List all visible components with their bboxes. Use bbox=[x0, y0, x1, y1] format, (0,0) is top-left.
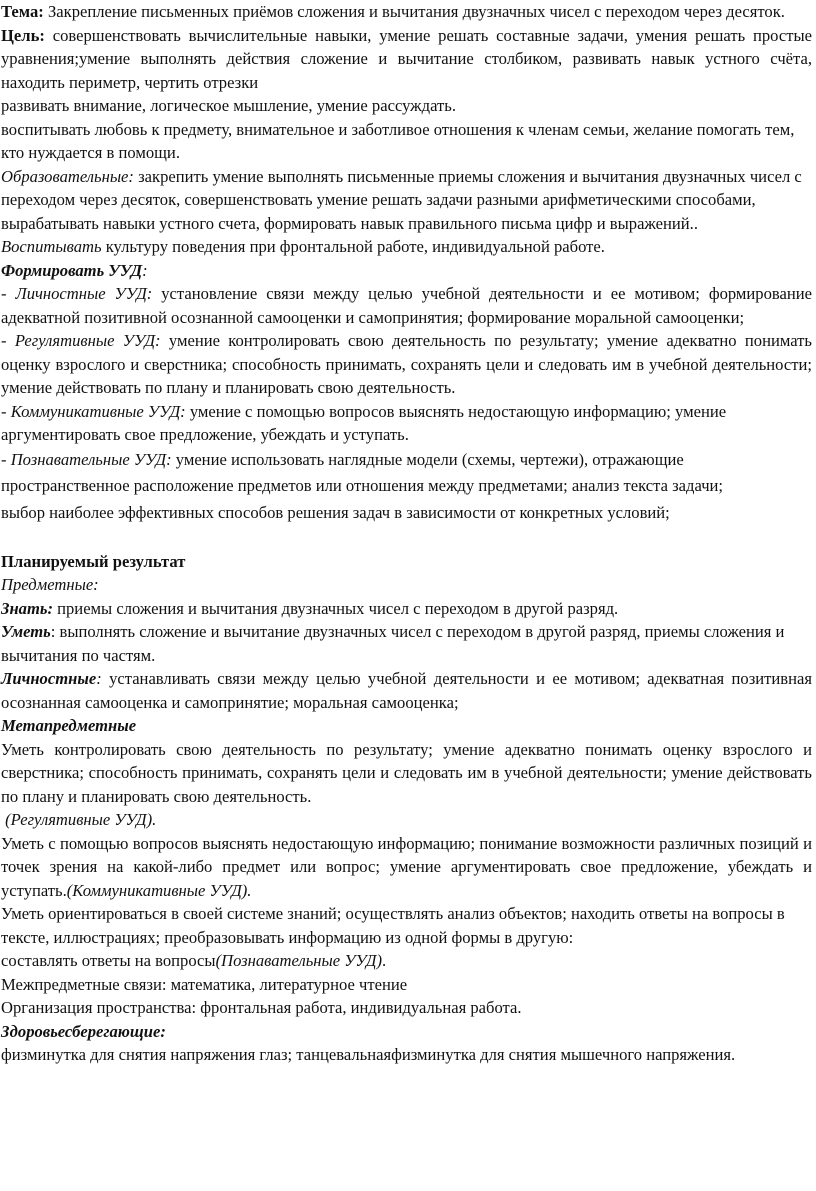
educational-label: Образовательные: bbox=[1, 166, 134, 186]
results-meta-cognitive: Уметь ориентироваться в своей системе знаний; осуществлять анализ объектов; находить ответы на вопросы в тексте, иллюстрациях; преобразовывать информацию из одной формы в другую: bbox=[1, 904, 785, 947]
results-meta-communicative bbox=[1, 832, 812, 903]
results-meta-communicative-tag: (Коммуникативные УУД). bbox=[66, 880, 252, 900]
goal-label: Цель: bbox=[1, 25, 45, 45]
uud-heading-colon: : bbox=[142, 260, 148, 280]
results-interdisciplinary: Межпредметные связи: математика, литературное чтение bbox=[1, 974, 408, 994]
results-meta-regulatory: Уметь контролировать свою деятельность по результату; умение адекватно понимать оценку взрослого и сверстника; способность принимать, сохранять цели и следовать им в учебной деятельности; умение действовать по плану и планировать свою деятельность. bbox=[1, 739, 812, 806]
results-meta-cognitive-end: . bbox=[382, 951, 387, 970]
results-personal bbox=[1, 667, 812, 714]
uud-personal-label: Личностные УУД: bbox=[15, 284, 153, 303]
uud-regulatory-text: умение контролировать свою деятельность по результату; умение адекватно понимать оценку взрослого и сверстника; способность принимать, сохранять цели и следовать им в учебной деятельности; умение действовать по плану и планировать свою деятельность. bbox=[1, 331, 812, 397]
uud-cognitive-text-1: умение использовать наглядные модели (схемы, чертежи), отражающие bbox=[171, 449, 684, 469]
topic-label: Тема: bbox=[1, 2, 44, 21]
goal-line-2: развивать внимание, логическое мышление, умение рассуждать. bbox=[1, 96, 456, 115]
results-meta-cognitive-text-2: составлять ответы на вопросы bbox=[1, 951, 216, 970]
uud-cognitive-line-3: выбор наиболее эффективных способов решения задач в зависимости от конкретных условий; bbox=[1, 502, 670, 522]
results-can-text: : выполнять сложение и вычитание двузначных чисел с переходом в другой разряд, приемы сложения и вычитания по частям. bbox=[1, 622, 785, 665]
uud-regulatory-dash: - bbox=[1, 331, 15, 350]
uud-communicative bbox=[1, 400, 812, 447]
uud-heading bbox=[1, 259, 812, 283]
uud-cognitive-line-2: пространственное расположение предметов или отношения между предметами; анализ текста задачи; bbox=[1, 475, 724, 495]
results-personal-text: устанавливать связи между целью учебной деятельности и ее мотивом; адекватная позитивная осознанная самооценка и самопринятие; моральная самооценка; bbox=[1, 669, 812, 712]
uud-communicative-text: умение с помощью вопросов выяснять недостающую информацию; умение аргументировать свое предложение, убеждать и уступать. bbox=[1, 401, 727, 444]
goal-line-3: воспитывать любовь к предмету, внимательное и заботливое отношения к членам семьи, желание помогать тем, кто нуждается в помощи. bbox=[1, 119, 795, 162]
results-can-label: Уметь bbox=[1, 622, 51, 641]
uud-cognitive bbox=[1, 447, 812, 472]
results-health-text: физминутка для снятия напряжения глаз; танцевальнаяфизминутка для снятия мышечного напряжения. bbox=[1, 1045, 736, 1064]
results-can bbox=[1, 620, 812, 667]
results-meta-cognitive-line-2 bbox=[1, 949, 812, 973]
upbringing-paragraph bbox=[1, 235, 812, 259]
uud-personal bbox=[1, 282, 812, 329]
uud-regulatory bbox=[1, 329, 812, 400]
results-know-label: Знать: bbox=[1, 598, 53, 618]
results-health-label: Здоровьесберегающие: bbox=[1, 1021, 166, 1041]
educational-paragraph bbox=[1, 165, 812, 236]
uud-cognitive-label: Познавательные УУД: bbox=[10, 449, 172, 469]
results-subject-label: Предметные: bbox=[1, 575, 99, 594]
uud-personal-text: установление связи между целью учебной деятельности и ее мотивом; формирование адекватной позитивной осознанной самооценки и самопринятия; формирование моральной самооценки; bbox=[1, 284, 812, 327]
upbringing-label: Воспитывать bbox=[1, 237, 102, 256]
uud-communicative-label: Коммуникативные УУД: bbox=[10, 401, 186, 421]
results-meta-label: Метапредметные bbox=[1, 716, 137, 735]
uud-cognitive-dash: - bbox=[1, 449, 11, 469]
results-heading: Планируемый результат bbox=[1, 551, 186, 571]
uud-personal-dash: - bbox=[1, 284, 16, 303]
goal-paragraph bbox=[1, 24, 812, 95]
section-gap bbox=[1, 526, 812, 550]
results-know-text: приемы сложения и вычитания двузначных чисел с переходом в другой разряд. bbox=[52, 598, 619, 618]
upbringing-text: культуру поведения при фронтальной работе, индивидуальной работе. bbox=[101, 237, 605, 256]
results-meta-cognitive-tag: (Познавательные УУД) bbox=[215, 951, 382, 970]
results-personal-label: Личностные bbox=[1, 669, 97, 688]
results-personal-colon: : bbox=[96, 669, 102, 688]
results-meta-communicative-text: Уметь с помощью вопросов выяснять недостающую информацию; понимание возможности различных позиций и точек зрения на какой-либо предмет или вопрос; умение аргументировать свое предложение, убеждать и уступать. bbox=[1, 833, 812, 900]
results-organization: Организация пространства: фронтальная работа, индивидуальная работа. bbox=[1, 998, 522, 1017]
uud-heading-text: Формировать УУД bbox=[1, 260, 143, 280]
results-meta-regulatory-tag: (Регулятивные УУД). bbox=[1, 810, 157, 829]
topic-paragraph bbox=[1, 0, 812, 24]
uud-communicative-dash: - bbox=[1, 401, 11, 421]
topic-text: Закрепление письменных приёмов сложения и вычитания двузначных чисел с переходом через десяток. bbox=[43, 2, 785, 21]
uud-regulatory-label: Регулятивные УУД: bbox=[14, 331, 161, 350]
results-know bbox=[1, 597, 812, 621]
goal-text: совершенствовать вычислительные навыки, умение решать составные задачи, умения решать простые уравнения;умение выполнять действия сложение и вычитание столбиком, развивать навык устного счёта, находить периметр, чертить отрезки bbox=[1, 25, 812, 92]
educational-text: закрепить умение выполнять письменные приемы сложения и вычитания двузначных чисел с переходом через десяток, совершенствовать умение решать задачи разными арифметическими способами, вырабатывать навыки устного счета, формировать навык правильного письма цифр и выражений.. bbox=[1, 166, 802, 233]
